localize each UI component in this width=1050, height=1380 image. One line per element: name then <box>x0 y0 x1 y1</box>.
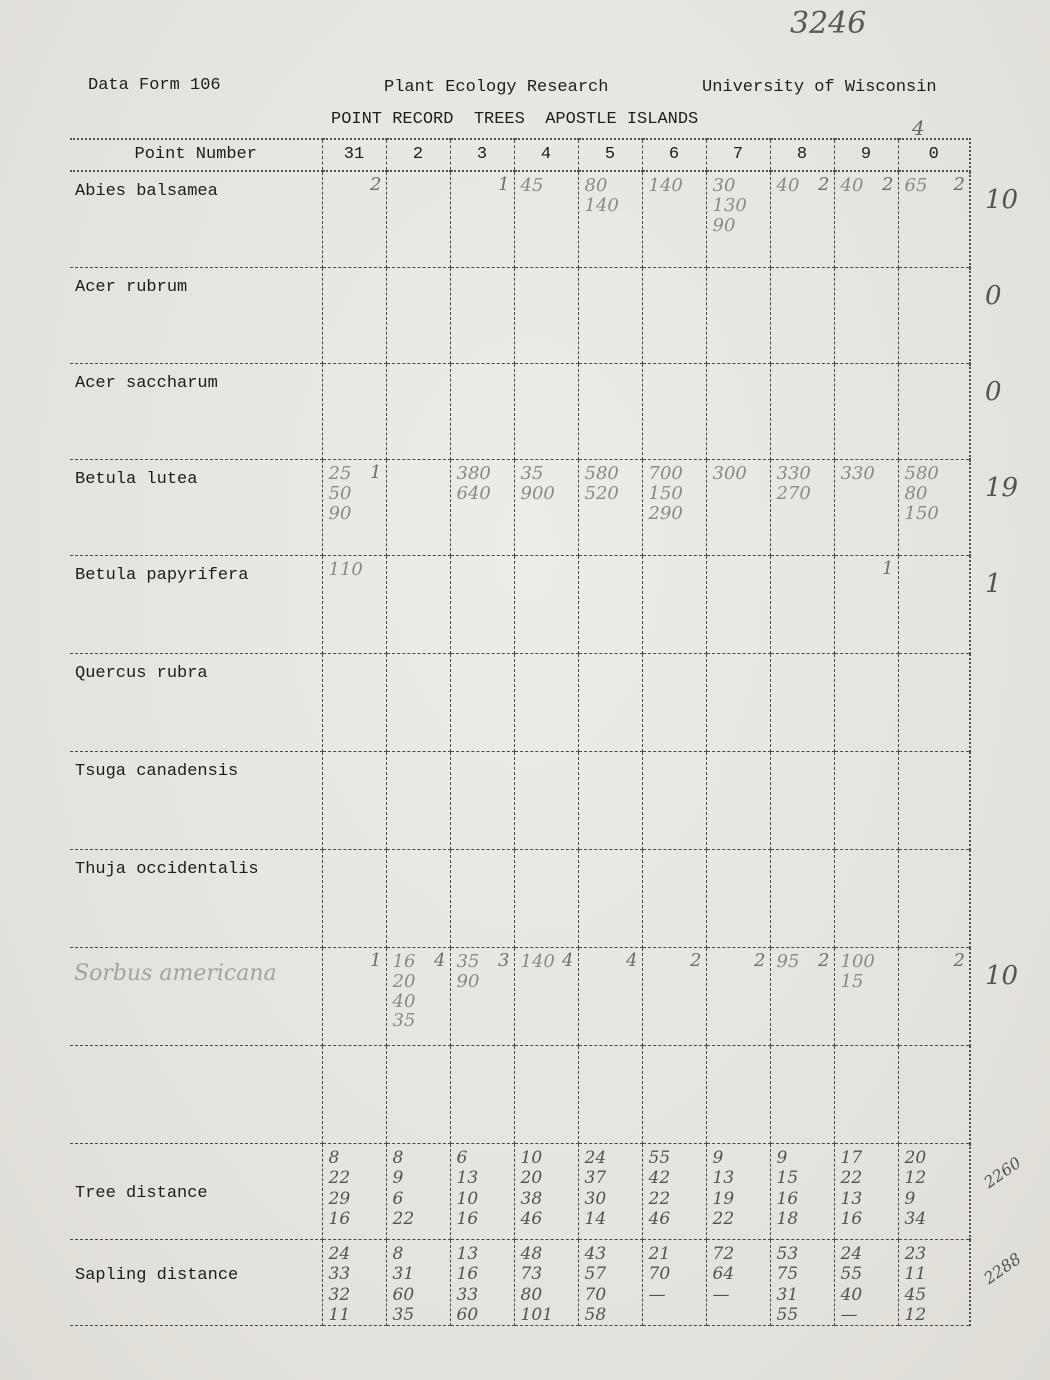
species-label: Quercus rubra <box>75 664 208 683</box>
data-cell <box>578 654 642 752</box>
data-cell <box>450 556 514 654</box>
column-header <box>834 139 898 171</box>
table-row <box>70 1240 970 1326</box>
data-cell <box>770 752 834 850</box>
handwritten-value: 580 80 150 <box>904 463 939 524</box>
handwritten-value: 21 70 — <box>648 1244 671 1305</box>
handwritten-value: 380 640 <box>456 463 491 504</box>
point-number-label: Point Number <box>134 145 257 164</box>
data-cell <box>706 752 770 850</box>
handwritten-value: 48 73 80 101 <box>520 1244 553 1326</box>
data-cell <box>898 752 970 850</box>
tally-mark: 4 <box>562 950 574 971</box>
data-cell <box>706 171 770 268</box>
handwritten-value: 65 <box>904 175 928 196</box>
data-cell <box>450 1046 514 1144</box>
species-label: Tsuga canadensis <box>75 762 239 781</box>
table-row <box>70 752 970 850</box>
column-number: 8 <box>796 145 808 164</box>
table-row <box>70 1046 970 1144</box>
data-cell <box>514 268 578 364</box>
tally-mark: 2 <box>953 174 965 195</box>
tally-mark: 2 <box>690 950 702 971</box>
handwritten-value: 330 <box>840 463 875 484</box>
row-total: 2260 <box>980 1153 1025 1192</box>
data-cell <box>834 654 898 752</box>
handwritten-value: 140 <box>520 951 555 972</box>
data-cell <box>770 171 834 268</box>
data-cell <box>578 752 642 850</box>
handwritten-value: 9 15 16 18 <box>776 1148 799 1230</box>
data-cell <box>322 171 386 268</box>
data-cell <box>898 1240 970 1326</box>
tally-mark: 2 <box>953 950 965 971</box>
data-cell <box>514 654 578 752</box>
column-header <box>578 139 642 171</box>
data-cell <box>386 654 450 752</box>
column-header <box>706 139 770 171</box>
data-cell <box>514 1240 578 1326</box>
data-cell <box>834 1240 898 1326</box>
data-cell <box>450 1240 514 1326</box>
data-cell <box>706 850 770 948</box>
data-cell <box>642 556 706 654</box>
data-cell <box>898 268 970 364</box>
university-name: University of Wisconsin <box>702 78 937 97</box>
data-cell <box>834 1144 898 1240</box>
data-cell <box>642 364 706 460</box>
data-cell <box>450 948 514 1046</box>
tally-mark: 1 <box>498 174 510 195</box>
row-total: 2288 <box>980 1249 1025 1288</box>
data-cell <box>642 948 706 1046</box>
row-label-cell <box>70 654 322 752</box>
data-cell <box>450 1144 514 1240</box>
tally-mark: 2 <box>882 174 894 195</box>
data-cell <box>706 654 770 752</box>
handwritten-value: 35 900 <box>520 463 555 504</box>
column-number: 3 <box>476 145 488 164</box>
species-label: Tree distance <box>75 1184 208 1203</box>
handwritten-value: 110 <box>328 559 363 580</box>
data-cell <box>770 1240 834 1326</box>
data-cell <box>578 171 642 268</box>
table-row <box>70 850 970 948</box>
data-cell <box>450 850 514 948</box>
data-cell <box>834 1046 898 1144</box>
data-cell <box>322 1144 386 1240</box>
data-cell <box>322 364 386 460</box>
data-cell <box>386 268 450 364</box>
data-cell <box>386 1144 450 1240</box>
table-row <box>70 268 970 364</box>
data-cell <box>834 268 898 364</box>
handwritten-value: 24 37 30 14 <box>584 1148 607 1230</box>
data-cell <box>322 654 386 752</box>
species-label: Sapling distance <box>75 1266 239 1285</box>
data-cell <box>322 752 386 850</box>
row-label-cell <box>70 268 322 364</box>
data-cell <box>770 850 834 948</box>
row-total: 0 <box>985 377 1002 407</box>
data-cell <box>770 1046 834 1144</box>
handwritten-value: 30 130 90 <box>712 175 747 236</box>
data-cell <box>898 654 970 752</box>
handwritten-value: 35 90 <box>456 951 480 992</box>
handwritten-value: 24 55 40 — <box>840 1244 863 1326</box>
data-cell <box>834 752 898 850</box>
data-cell <box>770 1144 834 1240</box>
handwritten-value: 140 <box>648 175 683 196</box>
data-cell <box>898 1144 970 1240</box>
handwritten-value: 72 64 — <box>712 1244 735 1305</box>
data-cell <box>706 1240 770 1326</box>
data-cell <box>898 850 970 948</box>
table-row <box>70 556 970 654</box>
table-row <box>70 171 970 268</box>
data-cell <box>386 364 450 460</box>
data-cell <box>450 752 514 850</box>
data-cell <box>578 1144 642 1240</box>
data-cell <box>386 752 450 850</box>
data-cell <box>578 1046 642 1144</box>
data-cell <box>706 364 770 460</box>
tally-mark: 1 <box>370 950 382 971</box>
tally-mark: 2 <box>818 174 830 195</box>
point-record-table <box>70 138 971 1326</box>
handwritten-value: 6 13 10 16 <box>456 1148 479 1230</box>
data-cell <box>706 460 770 556</box>
column-number: 7 <box>732 145 744 164</box>
data-cell <box>386 948 450 1046</box>
handwritten-value: 8 9 6 22 <box>392 1148 415 1230</box>
tally-mark: 1 <box>370 462 382 483</box>
data-cell <box>898 948 970 1046</box>
data-cell <box>386 1046 450 1144</box>
column-number: 2 <box>412 145 424 164</box>
species-label: Sorbus americana <box>74 961 277 986</box>
data-cell <box>578 460 642 556</box>
species-label: Betula papyrifera <box>75 566 249 585</box>
data-cell <box>706 268 770 364</box>
column-number: 4 <box>540 145 552 164</box>
handwritten-value: 43 57 70 58 <box>584 1244 607 1326</box>
data-cell <box>450 460 514 556</box>
handwritten-value: 700 150 290 <box>648 463 683 524</box>
handwritten-value: 45 <box>520 175 544 196</box>
data-cell <box>514 556 578 654</box>
handwritten-value: 10 20 38 46 <box>520 1148 543 1230</box>
column-header <box>770 139 834 171</box>
column-number: 6 <box>668 145 680 164</box>
data-cell <box>578 948 642 1046</box>
form-subtitle: POINT RECORD TREES APOSTLE ISLANDS <box>331 110 699 129</box>
data-cell <box>386 171 450 268</box>
data-cell <box>770 654 834 752</box>
column-number: 0 <box>928 145 939 164</box>
column-header <box>386 139 450 171</box>
tally-mark: 4 <box>626 950 638 971</box>
data-cell <box>514 1144 578 1240</box>
data-cell <box>386 1240 450 1326</box>
data-cell <box>386 556 450 654</box>
tally-mark: 4 <box>434 950 446 971</box>
handwritten-value: 20 12 9 34 <box>904 1148 927 1230</box>
data-cell <box>514 364 578 460</box>
row-label-cell <box>70 171 322 268</box>
handwritten-value: 53 75 31 55 <box>776 1244 799 1326</box>
point-number-header <box>70 139 322 171</box>
data-cell <box>450 171 514 268</box>
species-label: Thuja occidentalis <box>75 860 259 879</box>
row-label-cell <box>70 850 322 948</box>
data-cell <box>514 948 578 1046</box>
data-cell <box>322 1046 386 1144</box>
column-number: 5 <box>604 145 616 164</box>
row-label-cell <box>70 556 322 654</box>
data-cell <box>514 850 578 948</box>
row-label-cell <box>70 1144 322 1240</box>
column-top-annotation: 4 <box>912 116 925 140</box>
data-cell <box>770 460 834 556</box>
row-total: 1 <box>985 569 1002 599</box>
species-label: Acer saccharum <box>75 374 218 393</box>
row-label-cell <box>70 752 322 850</box>
row-label-cell <box>70 364 322 460</box>
data-cell <box>642 850 706 948</box>
handwritten-value: 13 16 33 60 <box>456 1244 479 1326</box>
data-cell <box>642 460 706 556</box>
data-cell <box>834 364 898 460</box>
data-cell <box>898 556 970 654</box>
column-header <box>322 139 386 171</box>
row-total: 10 <box>985 961 1019 991</box>
data-cell <box>386 460 450 556</box>
row-label-cell <box>70 460 322 556</box>
data-cell <box>514 460 578 556</box>
handwritten-value: 55 42 22 46 <box>648 1148 671 1230</box>
data-cell <box>578 556 642 654</box>
data-cell <box>834 556 898 654</box>
data-cell <box>514 171 578 268</box>
data-cell <box>642 268 706 364</box>
row-total: 19 <box>985 473 1019 503</box>
data-cell <box>834 850 898 948</box>
data-cell <box>322 1240 386 1326</box>
handwritten-value: 23 11 45 12 <box>904 1244 927 1326</box>
data-cell <box>450 268 514 364</box>
data-cell <box>642 654 706 752</box>
data-cell <box>706 948 770 1046</box>
row-label-cell <box>70 948 322 1046</box>
data-cell <box>834 171 898 268</box>
handwritten-value: 580 520 <box>584 463 619 504</box>
data-cell <box>450 654 514 752</box>
form-number: Data Form 106 <box>88 76 221 95</box>
tally-mark: 2 <box>754 950 766 971</box>
data-cell <box>770 556 834 654</box>
handwritten-value: 16 20 40 35 <box>392 951 416 1032</box>
table-row <box>70 1144 970 1240</box>
column-header <box>450 139 514 171</box>
column-header <box>642 139 706 171</box>
table-row <box>70 364 970 460</box>
row-label-cell <box>70 1240 322 1326</box>
data-cell <box>706 1046 770 1144</box>
row-total: 10 <box>985 185 1019 215</box>
data-cell <box>706 556 770 654</box>
data-cell <box>386 850 450 948</box>
data-cell <box>578 268 642 364</box>
data-cell <box>642 171 706 268</box>
table-row <box>70 460 970 556</box>
column-header <box>514 139 578 171</box>
data-cell <box>834 460 898 556</box>
row-label-cell <box>70 1046 322 1144</box>
handwritten-value: 40 <box>840 175 864 196</box>
data-cell <box>450 364 514 460</box>
tally-mark: 2 <box>370 174 382 195</box>
data-cell <box>898 460 970 556</box>
tally-mark: 2 <box>818 950 830 971</box>
row-total: 0 <box>985 281 1002 311</box>
data-cell <box>642 752 706 850</box>
handwritten-value: 330 270 <box>776 463 811 504</box>
page-number-annotation: 3246 <box>790 6 867 41</box>
column-number: 9 <box>860 145 872 164</box>
data-cell <box>578 364 642 460</box>
handwritten-value: 8 22 29 16 <box>328 1148 351 1230</box>
species-label: Abies balsamea <box>75 182 218 201</box>
data-cell <box>898 364 970 460</box>
data-cell <box>834 948 898 1046</box>
handwritten-value: 24 33 32 11 <box>328 1244 351 1326</box>
lab-name: Plant Ecology Research <box>384 78 609 97</box>
table-row <box>70 654 970 752</box>
data-cell <box>322 556 386 654</box>
tally-mark: 3 <box>498 950 510 971</box>
data-cell <box>898 171 970 268</box>
data-cell <box>322 460 386 556</box>
handwritten-value: 25 50 90 <box>328 463 352 524</box>
data-cell <box>322 850 386 948</box>
data-cell <box>322 948 386 1046</box>
data-cell <box>706 1144 770 1240</box>
tally-mark: 1 <box>882 558 894 579</box>
handwritten-value: 100 15 <box>840 951 875 992</box>
table-row <box>70 948 970 1046</box>
species-label: Betula lutea <box>75 470 198 489</box>
handwritten-value: 300 <box>712 463 747 484</box>
data-cell <box>642 1046 706 1144</box>
data-cell <box>642 1240 706 1326</box>
data-cell <box>770 268 834 364</box>
column-header <box>898 139 970 171</box>
data-cell <box>514 1046 578 1144</box>
handwritten-value: 95 <box>776 951 800 972</box>
data-cell <box>578 1240 642 1326</box>
data-cell <box>898 1046 970 1144</box>
data-cell <box>770 948 834 1046</box>
data-cell <box>770 364 834 460</box>
species-label: Acer rubrum <box>75 278 188 297</box>
data-cell <box>642 1144 706 1240</box>
handwritten-value: 40 <box>776 175 800 196</box>
handwritten-value: 80 140 <box>584 175 619 216</box>
handwritten-value: 17 22 13 16 <box>840 1148 863 1230</box>
handwritten-value: 8 31 60 35 <box>392 1244 415 1326</box>
data-cell <box>578 850 642 948</box>
column-number: 31 <box>343 145 365 164</box>
data-cell <box>322 268 386 364</box>
handwritten-value: 9 13 19 22 <box>712 1148 735 1230</box>
data-cell <box>514 752 578 850</box>
